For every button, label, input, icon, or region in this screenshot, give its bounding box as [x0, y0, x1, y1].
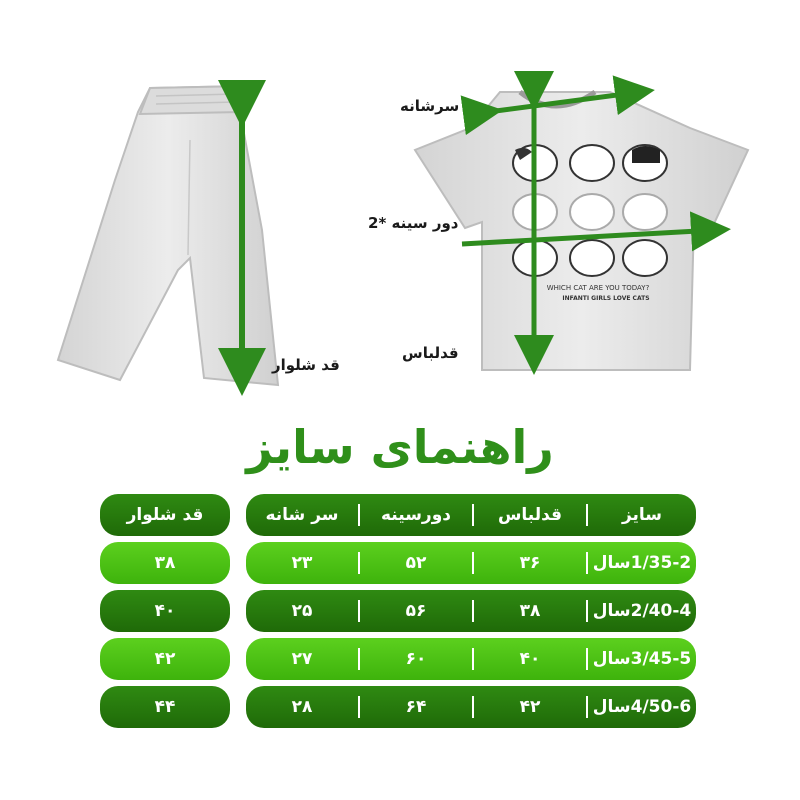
pants-row-2 — [100, 590, 230, 632]
chest-label: دور سینه *2 — [368, 214, 459, 232]
size-row-4 — [246, 686, 696, 728]
column-divider — [358, 552, 360, 574]
pants-row-3 — [100, 638, 230, 680]
column-divider — [586, 552, 588, 574]
header-size: سایز — [621, 505, 663, 525]
pants-header — [100, 494, 230, 536]
length-cell: ۴۰ — [519, 649, 541, 669]
shirt-print-line1: WHICH CAT ARE YOU TODAY? — [546, 284, 650, 292]
column-divider — [472, 600, 474, 622]
shirt-print-line2: INFANTI GIRLS LOVE CATS — [562, 295, 650, 302]
chest-cell: ۵۶ — [405, 601, 427, 621]
chest-cell: ۶۴ — [405, 697, 427, 717]
column-divider — [472, 648, 474, 670]
page-title: راهنمای سایز — [246, 420, 554, 474]
shoulder-cell: ۲۷ — [291, 649, 313, 669]
size-row-3 — [246, 638, 696, 680]
pants-row-1 — [100, 542, 230, 584]
length-label: قدلباس — [402, 344, 459, 362]
shoulder-cell: ۲۸ — [291, 697, 313, 717]
length-cell: ۴۲ — [519, 697, 541, 717]
shoulder-cell: ۲۵ — [291, 601, 313, 621]
size-cell: 2/40-4سال — [592, 601, 692, 621]
column-divider — [358, 600, 360, 622]
header-length: قدلباس — [497, 505, 563, 525]
pants-length-label: قد شلوار — [272, 356, 340, 374]
shoulder-cell: ۲۳ — [291, 553, 313, 573]
size-cell: 4/50-6سال — [592, 697, 692, 717]
pants-header-label: قد شلوار — [126, 505, 204, 525]
column-divider — [586, 504, 588, 526]
size-cell: 1/35-2سال — [592, 553, 692, 573]
pants-cell: ۴۲ — [154, 649, 176, 669]
column-divider — [472, 504, 474, 526]
size-table-header — [246, 494, 696, 536]
size-row-2 — [246, 590, 696, 632]
column-divider — [586, 648, 588, 670]
pants-cell: ۴۰ — [154, 601, 176, 621]
pants-cell: ۴۴ — [154, 697, 176, 717]
header-chest: دورسینه — [381, 505, 451, 525]
size-row-1 — [246, 542, 696, 584]
shoulder-label: سرشانه — [400, 97, 460, 115]
column-divider — [358, 648, 360, 670]
header-shoulder: سر شانه — [265, 505, 339, 525]
pants-row-4 — [100, 686, 230, 728]
column-divider — [472, 696, 474, 718]
length-cell: ۳۶ — [519, 553, 541, 573]
pants-cell: ۳۸ — [154, 553, 176, 573]
column-divider — [586, 600, 588, 622]
chest-cell: ۵۲ — [405, 553, 427, 573]
length-cell: ۳۸ — [519, 601, 541, 621]
column-divider — [472, 552, 474, 574]
column-divider — [358, 696, 360, 718]
column-divider — [586, 696, 588, 718]
size-cell: 3/45-5سال — [592, 649, 692, 669]
column-divider — [358, 504, 360, 526]
chest-cell: ۶۰ — [405, 649, 427, 669]
